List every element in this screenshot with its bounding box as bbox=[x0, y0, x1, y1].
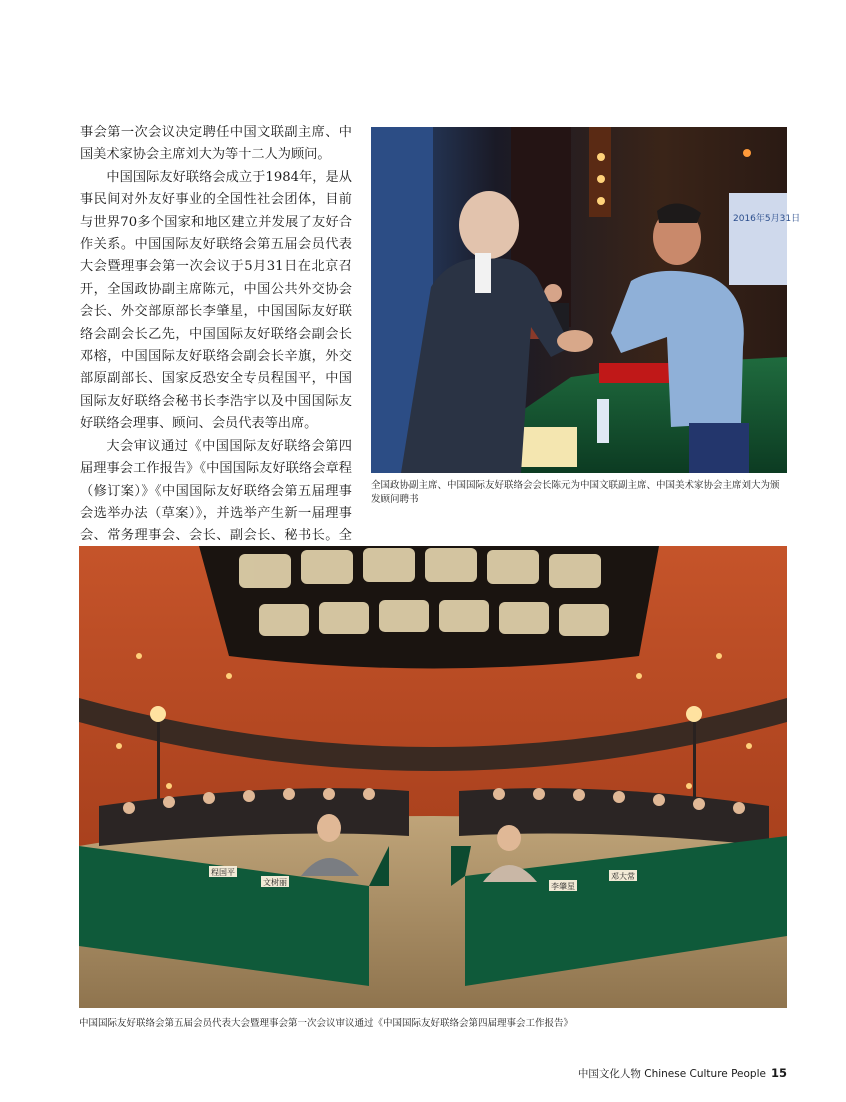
conference-photo-caption: 中国国际友好联络会第五届会员代表大会暨理事会第一次会议审议通过《中国国际友好联络会第四届理事会工作报告》 bbox=[79, 1018, 574, 1029]
handshake-photo-illustration bbox=[371, 127, 801, 473]
name-card-2: 程国平 bbox=[211, 868, 235, 877]
publication-name: 中国文化人物 Chinese Culture People bbox=[577, 1068, 766, 1080]
name-card-4: 邓大常 bbox=[611, 872, 635, 881]
page-footer bbox=[578, 1066, 787, 1081]
name-card-3: 李肇星 bbox=[551, 882, 575, 891]
paragraph-2: 中国国际友好联络会成立于1984年，是从事民间对外友好事业的全国性社会团体，目前与世界70多个国家和地区建立并发展了友好合作关系。中国国际友好联络会第五届会员代表大会暨理事会第一次会议于5月31日在北京召开，全国政协副主席陈元，中国公共外交协会会长、外交部原部长李肇星，中国国际友好联络会副会长乙先，中国国际友好联络会副会长邓榕，中国国际友好联络会副会长辛旗，外交部原副部长、国家反恐安全专员程国平，中国国际友好联络会秘书长李浩宇以及中国国际友好联络会理事、顾问、会员代表等出席。 bbox=[80, 169, 352, 432]
conference-hall-illustration bbox=[79, 546, 787, 1008]
screen-date-text: 2016年5月31日 bbox=[733, 214, 801, 224]
handshake-photo-caption: 全国政协副主席、中国国际友好联络会会长陈元为中国文联副主席、中国美术家协会主席刘大为颁发顾问聘书 bbox=[371, 480, 780, 505]
name-card-1: 文树丽 bbox=[263, 878, 287, 887]
handshake-photo bbox=[371, 127, 801, 473]
paragraph-3: 大会审议通过《中国国际友好联络会第四届理事会工作报告》《中国国际友好联络会章程（修订案）》《中国国际友好联络会第五届理事会选举办法（草案）》，并选举产生新一届理事会、常务理事会、会长、副会长、秘书长。全 bbox=[80, 438, 352, 544]
paragraph-1: 事会第一次会议决定聘任中国文联副主席、中国美术家协会主席刘大为等十二人为顾问。 bbox=[80, 125, 352, 163]
conference-hall-photo bbox=[79, 546, 787, 1008]
article-body bbox=[80, 122, 352, 593]
page-number: 15 bbox=[770, 1066, 787, 1080]
